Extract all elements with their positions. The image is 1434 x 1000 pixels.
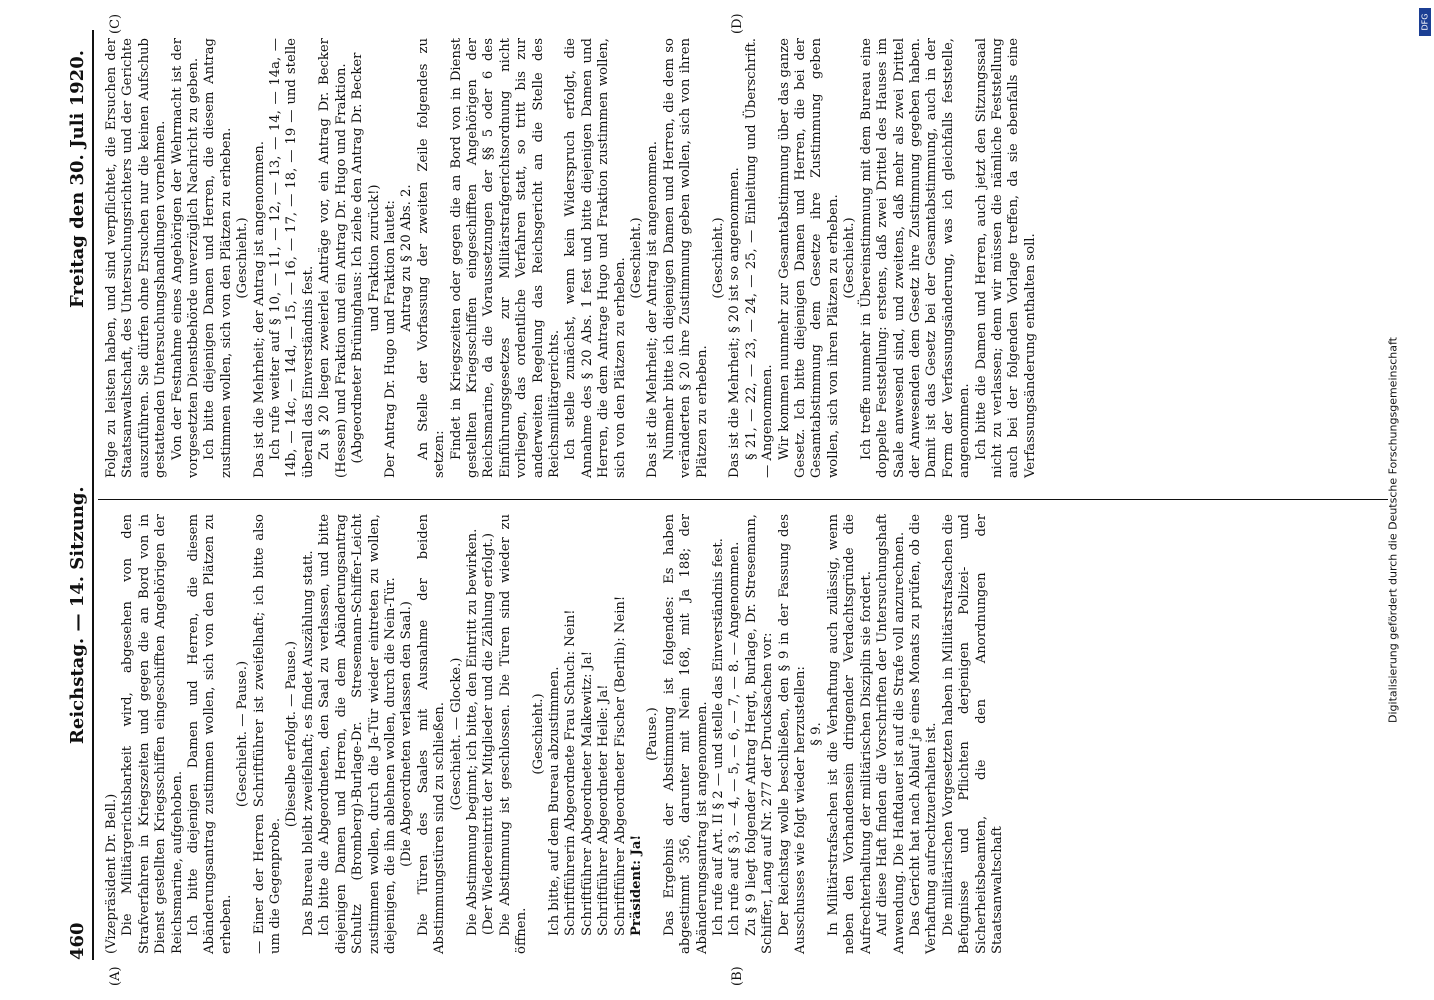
paragraph: Ich rufe auf Art. II § 2 — und stelle das Einverständnis fest. [711, 538, 727, 936]
paragraph: Ich treffe nunmehr in Übereinstimmung mit dem Bureau eine doppelte Feststellung: erstens, daß zwei Drittel des Hauses im Saale anwesend sind, und zweitens, daß mehr als zwei Drittel der Anwesenden dem Gesetz ihre Zustimmung gegeben haben. Damit ist das Gesetz bei der Gesamtabstimmung, auch in der Form der Verfassungsänderung, was ich gleichfalls feststelle, angenommen. [858, 38, 973, 478]
sidebar-credit [1386, 100, 1400, 960]
paragraph: § 21, — 22, — 23, — 24, — 25, — Einleitung und Überschrift. — Angenommen. [743, 38, 776, 478]
stage-direction: (Geschieht. — Glocke.) [448, 657, 464, 811]
paragraph: Ich rufe auf § 3, — 4, — 5, — 6, — 7, — 8. — Angenommen. [727, 541, 743, 936]
header-title: Reichstag. — 14. Sitzung. [67, 486, 88, 745]
motion-text: Folge zu leisten haben, und sind verpflichtet, die Ersuchen der Staatsanwaltschaft, des Untersuchungsrichters und der Gerichte auszuführen. Sie dürfen ohne Ersuchen nur die keinen Aufschub gestattenden Untersuchungshandlungen vornehmen. [104, 38, 169, 478]
paragraph: Ich stelle zunächst, wenn kein Widerspruch erfolgt, die Annahme des § 20 Abs. 1 fest und bitte diejenigen Damen und Herren, die dem Antrage Hugo und Fraktion zustimmen wollen, sich von den Plätzen zu erheben. [563, 38, 628, 478]
stage-direction: (Geschieht.) [842, 217, 858, 299]
paragraph: Das Bureau bleibt zweifelhaft; es findet Auszählung statt. [300, 550, 316, 936]
paragraph: Der Antrag Dr. Hugo und Fraktion lautet: [382, 200, 398, 478]
dfg-logo [1419, 8, 1431, 36]
page-header [58, 50, 88, 960]
paragraph: Das Ergebnis der Abstimmung ist folgendes: Es haben abgestimmt 356, darunter mit Nein 168, mit Ja 188; der Abänderungsantrag ist angenommen. [661, 514, 710, 954]
vote-line: Präsident: Ja! [629, 834, 644, 936]
paragraph: Ich bitte, auf dem Bureau abzustimmen. [546, 666, 562, 936]
motion-text: Der Reichstag wolle beschließen, den § 9 in der Fassung des Ausschusses wie folgt wieder herzustellen: [776, 514, 809, 954]
paragraph: Die Abstimmung beginnt; ich bitte, den Eintritt zu bewirken. [464, 528, 480, 936]
header-date: Freitag den 30. Juli 1920. [67, 50, 88, 308]
vote-line: Schriftführerin Abgeordnete Frau Schuch: Nein! [563, 609, 579, 936]
left-column [104, 514, 1006, 954]
paragraph: Ich bitte diejenigen Damen und Herren, die diesem Antrag zustimmen wollen, sich von den Plätzen zu erheben. [202, 38, 234, 478]
stage-direction: (Geschieht. — Pause.) [235, 660, 251, 808]
paragraph: Die Türen des Saales mit Ausnahme der beiden Abstimmungstüren sind zu schließen. [415, 514, 448, 954]
column-divider [98, 499, 1388, 500]
motion-text: In Militärstrafsachen ist die Verhaftung auch zulässig, wenn neben den Vorhandensein dringender Verdachtsgründe die Aufrechterhaltung der militärischen Disziplin sie fordert. [825, 514, 874, 954]
margin-mark-b: (B) [730, 966, 745, 986]
margin-mark-c: (C) [108, 13, 123, 34]
stage-direction: (Geschieht.) [235, 217, 251, 299]
header-rule [92, 30, 94, 960]
paragraph: Ich rufe weiter auf § 10, — 11, — 12, — 13, — 14, — 14a, — 14b, — 14c, — 14d, — 15, — 16, — 17, — 18, — 19 — und stelle überall das Einverständnis fest. [268, 38, 316, 478]
paragraph: Das ist die Mehrheit; der Antrag ist angenommen. [251, 141, 267, 478]
motion-heading: Antrag zu § 20 Abs. 2. [399, 184, 415, 332]
paragraph: Die Abstimmung ist geschlossen. Die Türen sind wieder zu öffnen. [497, 514, 530, 954]
margin-mark-d: (D) [730, 13, 745, 34]
stage-direction: (Der Wiedereintritt der Mitglieder und die Zählung erfolgt.) [481, 532, 497, 936]
margin-mark-a: (A) [108, 966, 123, 986]
right-column [104, 38, 1039, 478]
paragraph: Zu § 9 liegt folgender Antrag Hergt, Burlage, Dr. Stresemann, Schiffer, Lang auf Nr. 277 der Drucksachen vor: [743, 514, 776, 954]
paragraph: Wir kommen nunmehr zur Gesamtabstimmung über das ganze Gesetz. Ich bitte diejenigen Damen und Herren, die bei der Gesamtabstimmung dem Gesetze ihre Zustimmung geben wollen, sich von ihren Plätzen zu erheben. [776, 38, 841, 478]
stage-direction: (Abgeordneter Brüninghaus: Ich ziehe den Antrag Dr. Becker und Fraktion zurück!) [350, 52, 382, 464]
dfg-logo-text: DFG [1420, 13, 1430, 31]
paragraph: Nunmehr bitte ich diejenigen Damen und Herren, die dem so veränderten § 20 ihre Zustimmung geben wollen, sich von ihren Plätzen zu erheben. [661, 38, 710, 478]
motion-text: Von der Festnahme eines Angehörigen der Wehrmacht ist der vorgesetzten Dienstbehörde unverzüglich Nachricht zu geben. [169, 38, 202, 478]
paragraph: Ich bitte diejenigen Damen und Herren, die diesem Abänderungsantrag zustimmen wollen, sich von den Plätzen zu erheben. [186, 514, 234, 954]
motion-text: Findet in Kriegszeiten oder gegen die an Bord von in Dienst gestellten Kriegsschiffen eingeschifften Angehörigen der Reichsmarine, da die Voraussetzungen der §§ 5 oder 6 des Einführungsgesetzes zur Militärstrafgerichtsordnung nicht vorliegen, das ordentliche Verfahren statt, so tritt bis zur anderweiten Regelung das Reichsgericht an die Stelle des Reichsmilitärgerichts. [448, 38, 562, 478]
stage-direction: (Die Abgeordneten verlassen den Saal.) [399, 601, 415, 867]
vote-line: Schriftführer Abgeordneter Malkewitz: Ja! [579, 650, 595, 936]
motion-text: Die militärischen Vorgesetzten haben in Militärstrafsachen die Befugnisse und Pflichten derjenigen Polizei- und Sicherheitsbeamten, die den Anordnungen der Staatsanwaltschaft [940, 514, 1005, 954]
paragraph: Die Militärgerichtsbarkeit wird, abgesehen von den Strafverfahren in Kriegszeiten und gegen die an Bord von in Dienst gestellten Kriegsschiffen eingeschifften Angehörigen der Reichsmarine, aufgehoben. [120, 514, 185, 954]
stage-direction: (Geschieht.) [530, 693, 546, 775]
motion-text: Das Gericht hat nach Ablauf je eines Monats zu prüfen, ob die Verhaftung aufrechtzuerhalten ist. [907, 514, 940, 954]
stage-direction: (Dieselbe erfolgt. — Pause.) [284, 640, 300, 828]
stage-direction: (Pause.) [645, 707, 661, 761]
paragraph: Zu § 20 liegen zweierlei Anträge vor, ein Antrag Dr. Becker (Hessen) und Fraktion und ein Antrag Dr. Hugo und Fraktion. [317, 38, 349, 478]
paragraph: — Einer der Herren Schriftführer ist zweifelhaft; ich bitte also um die Gegenprobe. [251, 514, 284, 954]
motion-text: An Stelle der Vorfassung der zweiten Zeile folgendes zu setzen: [415, 38, 448, 478]
paragraph: Das ist die Mehrheit; § 20 ist so angenommen. [727, 167, 743, 478]
motion-text: Auf diese Haft finden die Vorschriften der Untersuchungshaft Anwendung. Die Haftdauer ist auf die Strafe voll anzurechnen. [875, 514, 907, 954]
speaker-note: (Vizepräsident Dr. Bell.) [104, 793, 119, 954]
sidebar-credit-text: Digitalisierung gefördert durch die Deutsche Forschungsgemeinschaft [1386, 337, 1400, 723]
vote-line: Schriftführer Abgeordneter Fischer (Berlin): Nein! [612, 595, 628, 936]
stage-direction: (Geschieht.) [629, 217, 644, 299]
stage-direction: (Geschieht.) [711, 217, 727, 299]
paragraph: Ich bitte die Abgeordneten, den Saal zu verlassen, und bitte diejenigen Damen und Herren, die dem Abänderungsantrag Schultz (Bromberg)-Burlage-Dr. Stresemann-Schiffer-Leicht zustimmen wollen, durch die Ja-Tür wieder eintreten zu wollen, diejenigen, die ihn ablehnen wollen, durch die Nein-Tür. [317, 514, 398, 954]
section-heading: § 9. [809, 722, 825, 746]
vote-line: Schriftführer Abgeordneter Heile: Ja! [596, 684, 612, 936]
paragraph: Das ist die Mehrheit; der Antrag ist angenommen. [645, 141, 661, 478]
paragraph: Ich bitte die Damen und Herren, auch jetzt den Sitzungssaal nicht zu verlassen; denn wir müssen die nämliche Feststellung auch bei der folgenden Vorlage treffen, da sie ebenfalls eine Verfassungsänderung enthalten soll. [973, 38, 1038, 478]
page-number: 460 [67, 922, 88, 960]
